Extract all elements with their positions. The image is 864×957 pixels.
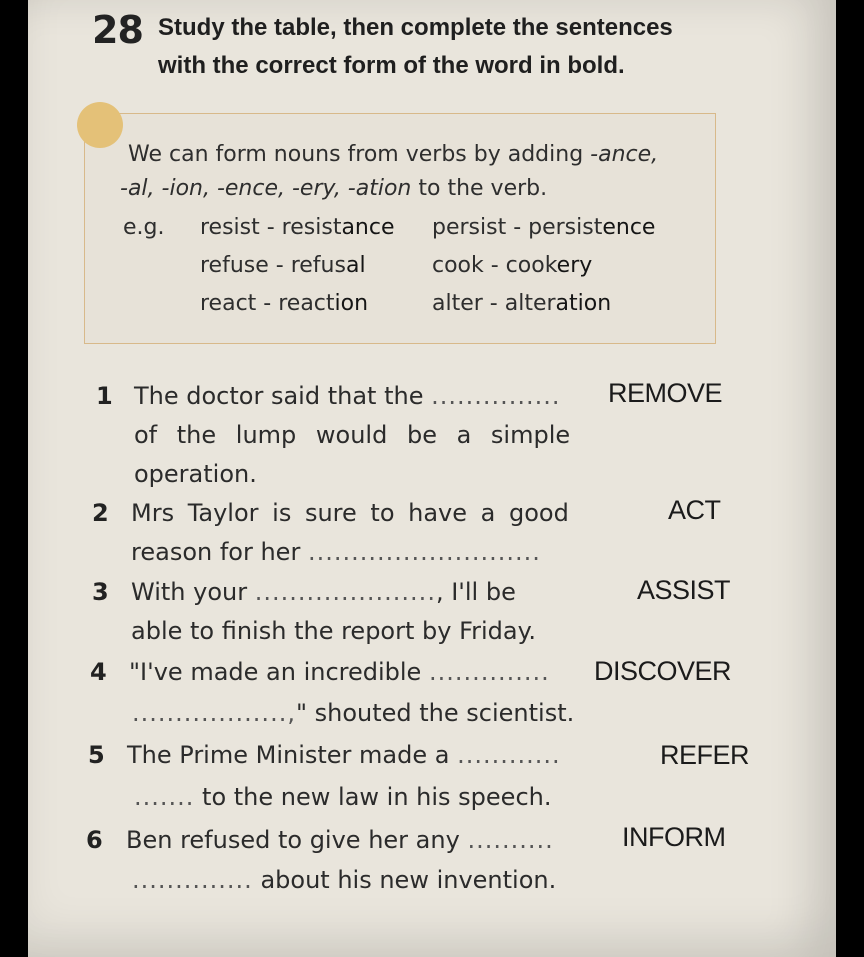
- example-refuse: [200, 253, 366, 278]
- instruction-line-1: Study the table, then complete the sentences: [158, 14, 673, 41]
- keyword-inform: INFORM: [622, 822, 726, 852]
- question-1-line-2: of the lump would be a simple: [134, 421, 571, 449]
- question-number: 6: [86, 826, 103, 854]
- answer-blank[interactable]: ..................,: [132, 699, 296, 727]
- question-number: 5: [88, 741, 105, 769]
- example-resist: [200, 215, 395, 240]
- example-persist: [432, 215, 655, 240]
- example-suffix: ion: [334, 291, 369, 316]
- answer-blank[interactable]: ..............: [132, 866, 253, 894]
- question-1-line-3: operation.: [134, 460, 257, 488]
- example-suffix: ery: [556, 253, 593, 278]
- question-text: The Prime Minister made a: [127, 741, 450, 769]
- keyword-assist: ASSIST: [637, 575, 731, 605]
- question-text: " shouted the scientist.: [295, 699, 575, 727]
- question-text: , I'll be: [435, 578, 516, 606]
- question-6-line-2: [132, 866, 556, 894]
- suffix-list: -al, -ion, -ence, -ery, -ation: [120, 176, 412, 201]
- question-text: With your: [131, 578, 248, 606]
- example-alter: [432, 291, 611, 316]
- question-number: 2: [92, 499, 109, 527]
- question-number: 3: [92, 578, 109, 606]
- example-base: cook - cook: [432, 253, 557, 278]
- example-suffix: al: [345, 253, 366, 278]
- question-3-line-2: able to finish the report by Friday.: [131, 617, 537, 645]
- example-react: [200, 291, 368, 316]
- question-5-line-1: [127, 741, 561, 769]
- keyword-remove: REMOVE: [608, 378, 723, 408]
- answer-blank[interactable]: .....................: [254, 578, 436, 606]
- rule-text: We can form nouns from verbs by adding: [128, 142, 591, 167]
- question-number: 1: [96, 382, 113, 410]
- question-text: Ben refused to give her any: [126, 826, 460, 854]
- rule-line-1: [128, 142, 658, 167]
- question-5-line-2: [134, 783, 551, 811]
- question-2-line-2: [131, 538, 541, 566]
- answer-blank[interactable]: ............: [457, 741, 561, 769]
- example-base: refuse - refus: [200, 253, 346, 278]
- example-suffix: ence: [602, 215, 656, 240]
- question-number: 4: [90, 658, 107, 686]
- keyword-act: ACT: [668, 495, 721, 525]
- eg-label: e.g.: [123, 215, 165, 240]
- question-4-line-1: [129, 658, 550, 686]
- example-base: react - react: [200, 291, 335, 316]
- example-base: persist - persist: [432, 215, 603, 240]
- question-text: "I've made an incredible: [129, 658, 422, 686]
- example-suffix: ance: [341, 215, 395, 240]
- keyword-discover: DISCOVER: [594, 656, 732, 686]
- example-suffix: ation: [555, 291, 612, 316]
- instruction-line-2: with the correct form of the word in bold.: [158, 52, 625, 79]
- example-cook: [432, 253, 592, 278]
- question-6-line-1: [126, 826, 554, 854]
- answer-blank[interactable]: ..........: [467, 826, 554, 854]
- suffix-ance: -ance,: [590, 142, 659, 167]
- question-4-line-2: [132, 699, 574, 727]
- rule-line-2: [120, 176, 547, 201]
- example-base: resist - resist: [200, 215, 342, 240]
- answer-blank[interactable]: ..............: [428, 658, 550, 686]
- question-text: The doctor said that the: [134, 382, 424, 410]
- question-3-line-1: [131, 578, 516, 606]
- question-2-line-1: Mrs Taylor is sure to have a good: [131, 499, 569, 527]
- question-text: reason for her: [131, 538, 301, 566]
- answer-blank[interactable]: ...........................: [307, 538, 541, 566]
- keyword-refer: REFER: [660, 740, 750, 770]
- bullet-circle-icon: [77, 102, 123, 148]
- example-base: alter - alter: [432, 291, 556, 316]
- answer-blank[interactable]: ...............: [431, 382, 561, 410]
- answer-blank[interactable]: .......: [134, 783, 195, 811]
- exercise-number: 28: [92, 8, 143, 52]
- question-1-line-1: [134, 382, 561, 410]
- question-text: about his new invention.: [260, 866, 557, 894]
- rule-text-end: to the verb.: [411, 176, 548, 201]
- question-text: to the new law in his speech.: [202, 783, 552, 811]
